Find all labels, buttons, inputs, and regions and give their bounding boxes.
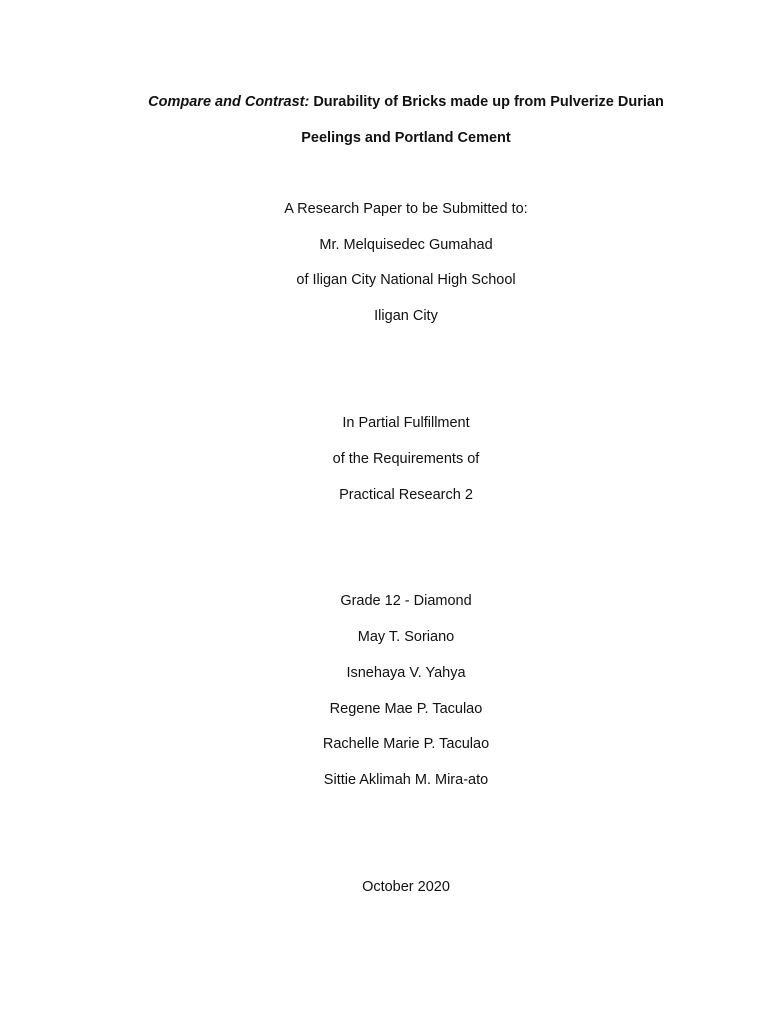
title-lead: Compare and Contrast: [148,94,310,110]
submission-school: of Iligan City National High School [296,272,516,288]
submission-intro: A Research Paper to be Submitted to: [284,201,528,217]
fulfillment-line-3: Practical Research 2 [339,487,473,503]
author-name: Isnehaya V. Yahya [346,665,466,681]
author-name: Sittie Aklimah M. Mira-ato [323,772,489,788]
title-line-1-rest: Durability of Bricks made up from Pulverize Durian [309,94,664,110]
grade-section: Grade 12 - Diamond [340,593,472,609]
submission-date: October 2020 [362,879,450,895]
author-name: Regene Mae P. Taculao [329,701,483,717]
title-line-2: Peelings and Portland Cement [301,130,511,146]
fulfillment-line-1: In Partial Fulfillment [342,415,470,431]
submission-recipient: Mr. Melquisedec Gumahad [319,237,493,253]
author-name: May T. Soriano [357,629,455,645]
title-line-1 [0,93,768,111]
author-name: Rachelle Marie P. Taculao [322,736,490,752]
fulfillment-line-2: of the Requirements of [332,451,480,467]
submission-city: Iligan City [374,308,438,324]
